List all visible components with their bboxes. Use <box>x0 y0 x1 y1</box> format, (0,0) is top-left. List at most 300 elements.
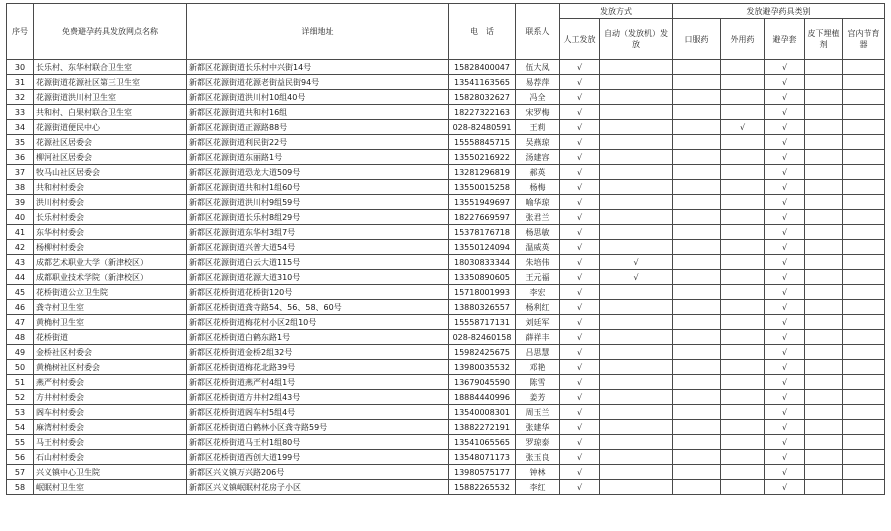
cell-implant-check <box>805 435 843 450</box>
cell-external-check <box>721 60 765 75</box>
cell-manual-check: √ <box>560 390 600 405</box>
cell-address: 新都区花桥街道西创大道199号 <box>187 450 449 465</box>
cell-address: 新都区花源街道长乐村8组29号 <box>187 210 449 225</box>
cell-oral-check <box>673 165 721 180</box>
cell-iud-check <box>843 480 885 495</box>
cell-condom-check: √ <box>765 285 805 300</box>
cell-condom-check: √ <box>765 150 805 165</box>
cell-contact: 李宏 <box>516 285 560 300</box>
cell-implant-check <box>805 60 843 75</box>
distribution-table-container <box>6 3 884 495</box>
cell-manual-check: √ <box>560 60 600 75</box>
cell-address: 新都区花桥街道龚寺路54、56、58、60号 <box>187 300 449 315</box>
cell-external-check <box>721 315 765 330</box>
cell-name: 共和村、白果村联合卫生室 <box>34 105 187 120</box>
cell-implant-check <box>805 105 843 120</box>
cell-contact: 温威英 <box>516 240 560 255</box>
cell-implant-check <box>805 240 843 255</box>
header-method-group: 发放方式 <box>560 4 673 19</box>
cell-address: 新都区花源街道白云大道115号 <box>187 255 449 270</box>
cell-address: 新都区花源街道共和村16组 <box>187 105 449 120</box>
cell-manual-check: √ <box>560 165 600 180</box>
table-row <box>7 195 885 210</box>
cell-phone: 13540008301 <box>449 405 516 420</box>
cell-auto-check <box>600 210 673 225</box>
cell-external-check <box>721 375 765 390</box>
cell-external-check <box>721 195 765 210</box>
cell-seq: 49 <box>7 345 34 360</box>
cell-oral-check <box>673 195 721 210</box>
cell-condom-check: √ <box>765 90 805 105</box>
cell-seq: 39 <box>7 195 34 210</box>
cell-auto-check <box>600 465 673 480</box>
cell-auto-check: √ <box>600 255 673 270</box>
cell-phone: 13350890605 <box>449 270 516 285</box>
cell-name: 岷眠村卫生室 <box>34 480 187 495</box>
cell-iud-check <box>843 135 885 150</box>
cell-condom-check: √ <box>765 300 805 315</box>
cell-oral-check <box>673 480 721 495</box>
cell-external-check: √ <box>721 120 765 135</box>
header-external: 外用药 <box>721 19 765 60</box>
cell-seq: 32 <box>7 90 34 105</box>
cell-oral-check <box>673 390 721 405</box>
cell-manual-check: √ <box>560 225 600 240</box>
cell-external-check <box>721 255 765 270</box>
table-row <box>7 420 885 435</box>
cell-name: 花桥街道 <box>34 330 187 345</box>
cell-seq: 47 <box>7 315 34 330</box>
cell-oral-check <box>673 435 721 450</box>
cell-manual-check: √ <box>560 315 600 330</box>
cell-auto-check <box>600 405 673 420</box>
cell-phone: 18884440996 <box>449 390 516 405</box>
cell-iud-check <box>843 90 885 105</box>
cell-implant-check <box>805 465 843 480</box>
cell-phone: 15828032627 <box>449 90 516 105</box>
cell-external-check <box>721 330 765 345</box>
cell-contact: 王元福 <box>516 270 560 285</box>
cell-contact: 杨利红 <box>516 300 560 315</box>
cell-oral-check <box>673 210 721 225</box>
cell-contact: 宋罗梅 <box>516 105 560 120</box>
cell-external-check <box>721 450 765 465</box>
cell-condom-check: √ <box>765 255 805 270</box>
cell-manual-check: √ <box>560 255 600 270</box>
cell-condom-check: √ <box>765 75 805 90</box>
cell-auto-check <box>600 105 673 120</box>
cell-implant-check <box>805 195 843 210</box>
cell-external-check <box>721 240 765 255</box>
cell-auto-check <box>600 180 673 195</box>
cell-iud-check <box>843 285 885 300</box>
table-row <box>7 300 885 315</box>
cell-contact: 汤建容 <box>516 150 560 165</box>
cell-contact: 邓艳 <box>516 360 560 375</box>
cell-auto-check: √ <box>600 270 673 285</box>
cell-implant-check <box>805 420 843 435</box>
cell-manual-check: √ <box>560 420 600 435</box>
table-row <box>7 120 885 135</box>
cell-name: 花源街道便民中心 <box>34 120 187 135</box>
table-row <box>7 210 885 225</box>
cell-address: 新都区花桥街道梅花北路39号 <box>187 360 449 375</box>
cell-oral-check <box>673 270 721 285</box>
cell-seq: 52 <box>7 390 34 405</box>
cell-external-check <box>721 360 765 375</box>
cell-oral-check <box>673 315 721 330</box>
cell-contact: 伍大凤 <box>516 60 560 75</box>
cell-contact: 姜芳 <box>516 390 560 405</box>
cell-iud-check <box>843 240 885 255</box>
cell-oral-check <box>673 60 721 75</box>
cell-auto-check <box>600 300 673 315</box>
cell-external-check <box>721 420 765 435</box>
cell-name: 燕严村村委会 <box>34 375 187 390</box>
cell-auto-check <box>600 60 673 75</box>
cell-iud-check <box>843 345 885 360</box>
cell-phone: 13541163565 <box>449 75 516 90</box>
header-phone: 电 话 <box>449 4 516 60</box>
cell-name: 黄桷树社区村委会 <box>34 360 187 375</box>
cell-iud-check <box>843 405 885 420</box>
cell-external-check <box>721 435 765 450</box>
cell-condom-check: √ <box>765 165 805 180</box>
cell-oral-check <box>673 75 721 90</box>
cell-auto-check <box>600 240 673 255</box>
cell-implant-check <box>805 360 843 375</box>
cell-condom-check: √ <box>765 315 805 330</box>
cell-contact: 周玉兰 <box>516 405 560 420</box>
cell-seq: 48 <box>7 330 34 345</box>
cell-condom-check: √ <box>765 60 805 75</box>
cell-oral-check <box>673 135 721 150</box>
cell-manual-check: √ <box>560 465 600 480</box>
cell-manual-check: √ <box>560 435 600 450</box>
cell-manual-check: √ <box>560 375 600 390</box>
cell-seq: 36 <box>7 150 34 165</box>
cell-seq: 42 <box>7 240 34 255</box>
table-row <box>7 180 885 195</box>
cell-external-check <box>721 135 765 150</box>
header-category-group: 发放避孕药具类别 <box>673 4 885 19</box>
cell-oral-check <box>673 360 721 375</box>
cell-name: 长乐村、东华村联合卫生室 <box>34 60 187 75</box>
cell-contact: 冯全 <box>516 90 560 105</box>
cell-implant-check <box>805 150 843 165</box>
cell-auto-check <box>600 360 673 375</box>
cell-iud-check <box>843 420 885 435</box>
header-name: 免费避孕药具发放网点名称 <box>34 4 187 60</box>
table-row <box>7 270 885 285</box>
cell-name: 东华村村委会 <box>34 225 187 240</box>
cell-seq: 34 <box>7 120 34 135</box>
cell-name: 石山村村委会 <box>34 450 187 465</box>
cell-seq: 33 <box>7 105 34 120</box>
cell-seq: 51 <box>7 375 34 390</box>
cell-address: 新都区花桥街道阁车村5组4号 <box>187 405 449 420</box>
cell-implant-check <box>805 120 843 135</box>
cell-seq: 35 <box>7 135 34 150</box>
cell-seq: 54 <box>7 420 34 435</box>
cell-implant-check <box>805 165 843 180</box>
cell-oral-check <box>673 120 721 135</box>
cell-contact: 吴燕琼 <box>516 135 560 150</box>
cell-phone: 15828400047 <box>449 60 516 75</box>
cell-address: 新都区花源街道共和村1组60号 <box>187 180 449 195</box>
cell-iud-check <box>843 270 885 285</box>
cell-address: 新都区花桥街道马王村1组80号 <box>187 435 449 450</box>
cell-name: 黄桷村卫生室 <box>34 315 187 330</box>
table-row <box>7 150 885 165</box>
cell-manual-check: √ <box>560 90 600 105</box>
table-row <box>7 465 885 480</box>
cell-condom-check: √ <box>765 375 805 390</box>
cell-contact: 张建华 <box>516 420 560 435</box>
table-row <box>7 375 885 390</box>
cell-manual-check: √ <box>560 195 600 210</box>
cell-auto-check <box>600 165 673 180</box>
cell-iud-check <box>843 300 885 315</box>
cell-external-check <box>721 285 765 300</box>
cell-name: 洪川村村委会 <box>34 195 187 210</box>
cell-implant-check <box>805 285 843 300</box>
cell-seq: 40 <box>7 210 34 225</box>
cell-condom-check: √ <box>765 195 805 210</box>
cell-condom-check: √ <box>765 210 805 225</box>
cell-condom-check: √ <box>765 270 805 285</box>
cell-contact: 陈雪 <box>516 375 560 390</box>
cell-manual-check: √ <box>560 270 600 285</box>
cell-manual-check: √ <box>560 300 600 315</box>
cell-oral-check <box>673 180 721 195</box>
cell-iud-check <box>843 105 885 120</box>
header-condom: 避孕套 <box>765 19 805 60</box>
cell-phone: 18030833344 <box>449 255 516 270</box>
cell-seq: 53 <box>7 405 34 420</box>
cell-oral-check <box>673 450 721 465</box>
cell-seq: 31 <box>7 75 34 90</box>
cell-name: 成都艺术职业大学（新津校区） <box>34 255 187 270</box>
cell-contact: 吕思慧 <box>516 345 560 360</box>
cell-implant-check <box>805 210 843 225</box>
cell-phone: 13550216922 <box>449 150 516 165</box>
cell-auto-check <box>600 195 673 210</box>
cell-oral-check <box>673 330 721 345</box>
cell-auto-check <box>600 330 673 345</box>
cell-implant-check <box>805 390 843 405</box>
cell-address: 新都区花源街道花源老街益民街94号 <box>187 75 449 90</box>
cell-name: 阁车村村委会 <box>34 405 187 420</box>
cell-iud-check <box>843 450 885 465</box>
cell-oral-check <box>673 150 721 165</box>
table-row <box>7 360 885 375</box>
cell-phone: 13548071173 <box>449 450 516 465</box>
cell-contact: 薛祥丰 <box>516 330 560 345</box>
cell-manual-check: √ <box>560 405 600 420</box>
cell-implant-check <box>805 90 843 105</box>
cell-seq: 56 <box>7 450 34 465</box>
cell-seq: 43 <box>7 255 34 270</box>
cell-implant-check <box>805 345 843 360</box>
header-implant: 皮下埋植剂 <box>805 19 843 60</box>
cell-external-check <box>721 180 765 195</box>
header-iud: 宫内节育器 <box>843 19 885 60</box>
cell-seq: 46 <box>7 300 34 315</box>
cell-seq: 37 <box>7 165 34 180</box>
cell-seq: 30 <box>7 60 34 75</box>
cell-address: 新都区兴义镇岷眠村花房子小区 <box>187 480 449 495</box>
cell-condom-check: √ <box>765 345 805 360</box>
cell-iud-check <box>843 315 885 330</box>
cell-contact: 张玉良 <box>516 450 560 465</box>
cell-implant-check <box>805 315 843 330</box>
cell-name: 杨柳村村委会 <box>34 240 187 255</box>
cell-condom-check: √ <box>765 135 805 150</box>
table-header <box>7 4 885 60</box>
cell-auto-check <box>600 75 673 90</box>
cell-address: 新都区兴义镇万兴路206号 <box>187 465 449 480</box>
cell-name: 金桥社区村委会 <box>34 345 187 360</box>
cell-seq: 57 <box>7 465 34 480</box>
cell-name: 方井村村委会 <box>34 390 187 405</box>
cell-manual-check: √ <box>560 285 600 300</box>
table-row <box>7 330 885 345</box>
cell-name: 长乐村村委会 <box>34 210 187 225</box>
cell-external-check <box>721 345 765 360</box>
table-row <box>7 165 885 180</box>
cell-condom-check: √ <box>765 240 805 255</box>
cell-contact: 钟林 <box>516 465 560 480</box>
cell-oral-check <box>673 105 721 120</box>
cell-name: 共和村村委会 <box>34 180 187 195</box>
cell-manual-check: √ <box>560 75 600 90</box>
cell-oral-check <box>673 225 721 240</box>
cell-name: 兴义镇中心卫生院 <box>34 465 187 480</box>
cell-phone: 15558717131 <box>449 315 516 330</box>
table-row <box>7 390 885 405</box>
cell-name: 花源街道洪川村卫生室 <box>34 90 187 105</box>
cell-seq: 50 <box>7 360 34 375</box>
cell-address: 新都区花桥街道白鹤东路1号 <box>187 330 449 345</box>
cell-phone: 13882272191 <box>449 420 516 435</box>
cell-contact: 易荐萍 <box>516 75 560 90</box>
cell-oral-check <box>673 300 721 315</box>
cell-external-check <box>721 165 765 180</box>
cell-manual-check: √ <box>560 345 600 360</box>
cell-seq: 44 <box>7 270 34 285</box>
cell-manual-check: √ <box>560 135 600 150</box>
cell-address: 新都区花桥街道燕严村4组1号 <box>187 375 449 390</box>
cell-implant-check <box>805 75 843 90</box>
cell-external-check <box>721 210 765 225</box>
cell-external-check <box>721 105 765 120</box>
table-row <box>7 90 885 105</box>
header-contact: 联系人 <box>516 4 560 60</box>
cell-oral-check <box>673 405 721 420</box>
cell-manual-check: √ <box>560 210 600 225</box>
cell-iud-check <box>843 180 885 195</box>
table-row <box>7 75 885 90</box>
cell-external-check <box>721 75 765 90</box>
cell-name: 柳河社区居委会 <box>34 150 187 165</box>
cell-manual-check: √ <box>560 450 600 465</box>
cell-iud-check <box>843 255 885 270</box>
cell-phone: 13541065565 <box>449 435 516 450</box>
header-manual: 人工发放 <box>560 19 600 60</box>
cell-manual-check: √ <box>560 480 600 495</box>
cell-condom-check: √ <box>765 105 805 120</box>
cell-manual-check: √ <box>560 120 600 135</box>
cell-contact: 朱培伟 <box>516 255 560 270</box>
cell-contact: 罗琼泰 <box>516 435 560 450</box>
table-row <box>7 450 885 465</box>
cell-manual-check: √ <box>560 330 600 345</box>
cell-external-check <box>721 465 765 480</box>
cell-name: 麻湾村村委会 <box>34 420 187 435</box>
cell-condom-check: √ <box>765 330 805 345</box>
cell-implant-check <box>805 375 843 390</box>
cell-iud-check <box>843 375 885 390</box>
cell-address: 新都区花桥街道白鹤林小区龚寺路59号 <box>187 420 449 435</box>
cell-condom-check: √ <box>765 435 805 450</box>
cell-seq: 38 <box>7 180 34 195</box>
cell-auto-check <box>600 435 673 450</box>
cell-implant-check <box>805 225 843 240</box>
cell-phone: 13550015258 <box>449 180 516 195</box>
cell-oral-check <box>673 255 721 270</box>
cell-external-check <box>721 225 765 240</box>
cell-address: 新都区花源街道洪川村9组59号 <box>187 195 449 210</box>
cell-seq: 45 <box>7 285 34 300</box>
cell-name: 成都职业技术学院（新津校区） <box>34 270 187 285</box>
cell-implant-check <box>805 135 843 150</box>
cell-phone: 13880326557 <box>449 300 516 315</box>
cell-name: 马王村村委会 <box>34 435 187 450</box>
cell-address: 新都区花源街道兴普大道54号 <box>187 240 449 255</box>
cell-contact: 王莉 <box>516 120 560 135</box>
cell-contact: 郝英 <box>516 165 560 180</box>
cell-address: 新都区花桥街道方井村2组43号 <box>187 390 449 405</box>
cell-implant-check <box>805 255 843 270</box>
cell-address: 新都区花源街道东华村3组7号 <box>187 225 449 240</box>
cell-auto-check <box>600 225 673 240</box>
cell-iud-check <box>843 435 885 450</box>
cell-phone: 028-82480591 <box>449 120 516 135</box>
cell-external-check <box>721 480 765 495</box>
cell-phone: 13980575177 <box>449 465 516 480</box>
cell-address: 新都区花源街道正源路88号 <box>187 120 449 135</box>
cell-auto-check <box>600 315 673 330</box>
cell-condom-check: √ <box>765 390 805 405</box>
table-body <box>7 60 885 495</box>
cell-oral-check <box>673 345 721 360</box>
cell-manual-check: √ <box>560 180 600 195</box>
cell-phone: 15558845715 <box>449 135 516 150</box>
cell-auto-check <box>600 90 673 105</box>
cell-manual-check: √ <box>560 105 600 120</box>
cell-phone: 13980035532 <box>449 360 516 375</box>
cell-implant-check <box>805 405 843 420</box>
cell-phone: 15718001993 <box>449 285 516 300</box>
table-row <box>7 285 885 300</box>
distribution-points-table <box>6 3 885 495</box>
cell-iud-check <box>843 465 885 480</box>
cell-seq: 58 <box>7 480 34 495</box>
cell-phone: 13551949697 <box>449 195 516 210</box>
cell-external-check <box>721 300 765 315</box>
cell-auto-check <box>600 150 673 165</box>
